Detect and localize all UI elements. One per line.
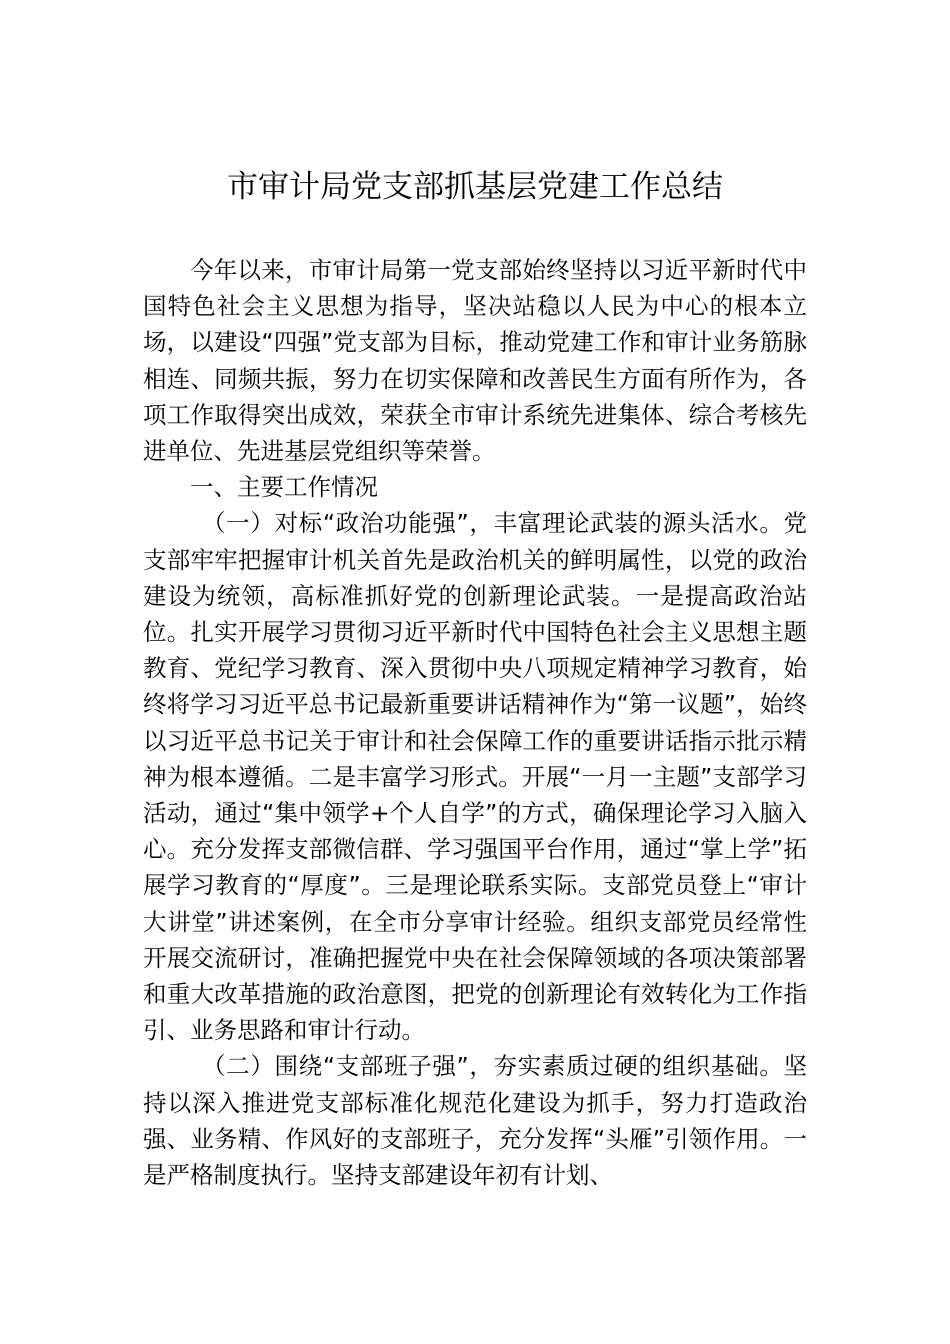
document-body [143, 252, 807, 1193]
document-title: 市审计局党支部抓基层党建工作总结 [227, 169, 723, 205]
section-heading-main-work: 一、主要工作情况 [190, 473, 378, 502]
intro-paragraph: 今年以来，市审计局第一党支部始终坚持以习近平新时代中国特色社会主义思想为指导，坚决站稳以人民为中心的根本立场，以建设“四强”党支部为目标，推动党建工作和审计业务筋脉相连、同频共振，努力在切实保障和改善民生方面有所作为，各项工作取得突出成效，荣获全市审计系统先进集体、综合考核先进单位、先进基层党组织等荣誉。 [143, 256, 807, 466]
subsection-branch-team: （二）围绕“支部班子强”，夯实素质过硬的组织基础。坚持以深入推进党支部标准化规范化建设为抓手，努力打造政治强、业务精、作风好的支部班子，充分发挥“头雁”引领作用。一是严格制度执行。坚持支部建设年初有计划、 [143, 1052, 807, 1190]
subsection-political-function: （一）对标“政治功能强”，丰富理论武装的源头活水。党支部牢牢把握审计机关首先是政治机关的鲜明属性，以党的政治建设为统领，高标准抓好党的创新理论武装。一是提高政治站位。扎实开展学习贯彻习近平新时代中国特色社会主义思想主题教育、党纪学习教育、深入贯彻中央八项规定精神学习教育，始终将学习习近平总书记最新重要讲话精神作为“第一议题”，始终以习近平总书记关于审计和社会保障工作的重要讲话指示批示精神为根本遵循。二是丰富学习形式。开展“一月一主题”支部学习活动，通过“集中领学+个人自学”的方式，确保理论学习入脑入心。充分发挥支部微信群、学习强国平台作用，通过“掌上学”拓展学习教育的“厚度”。三是理论联系实际。支部党员登上“审计大讲堂”讲述案例，在全市分享审计经验。组织支部党员经常性开展交流研讨，准确把握党中央在社会保障领域的各项决策部署和重大改革措施的政治意图，把党的创新理论有效转化为工作指引、业务思路和审计行动。 [143, 509, 807, 1045]
